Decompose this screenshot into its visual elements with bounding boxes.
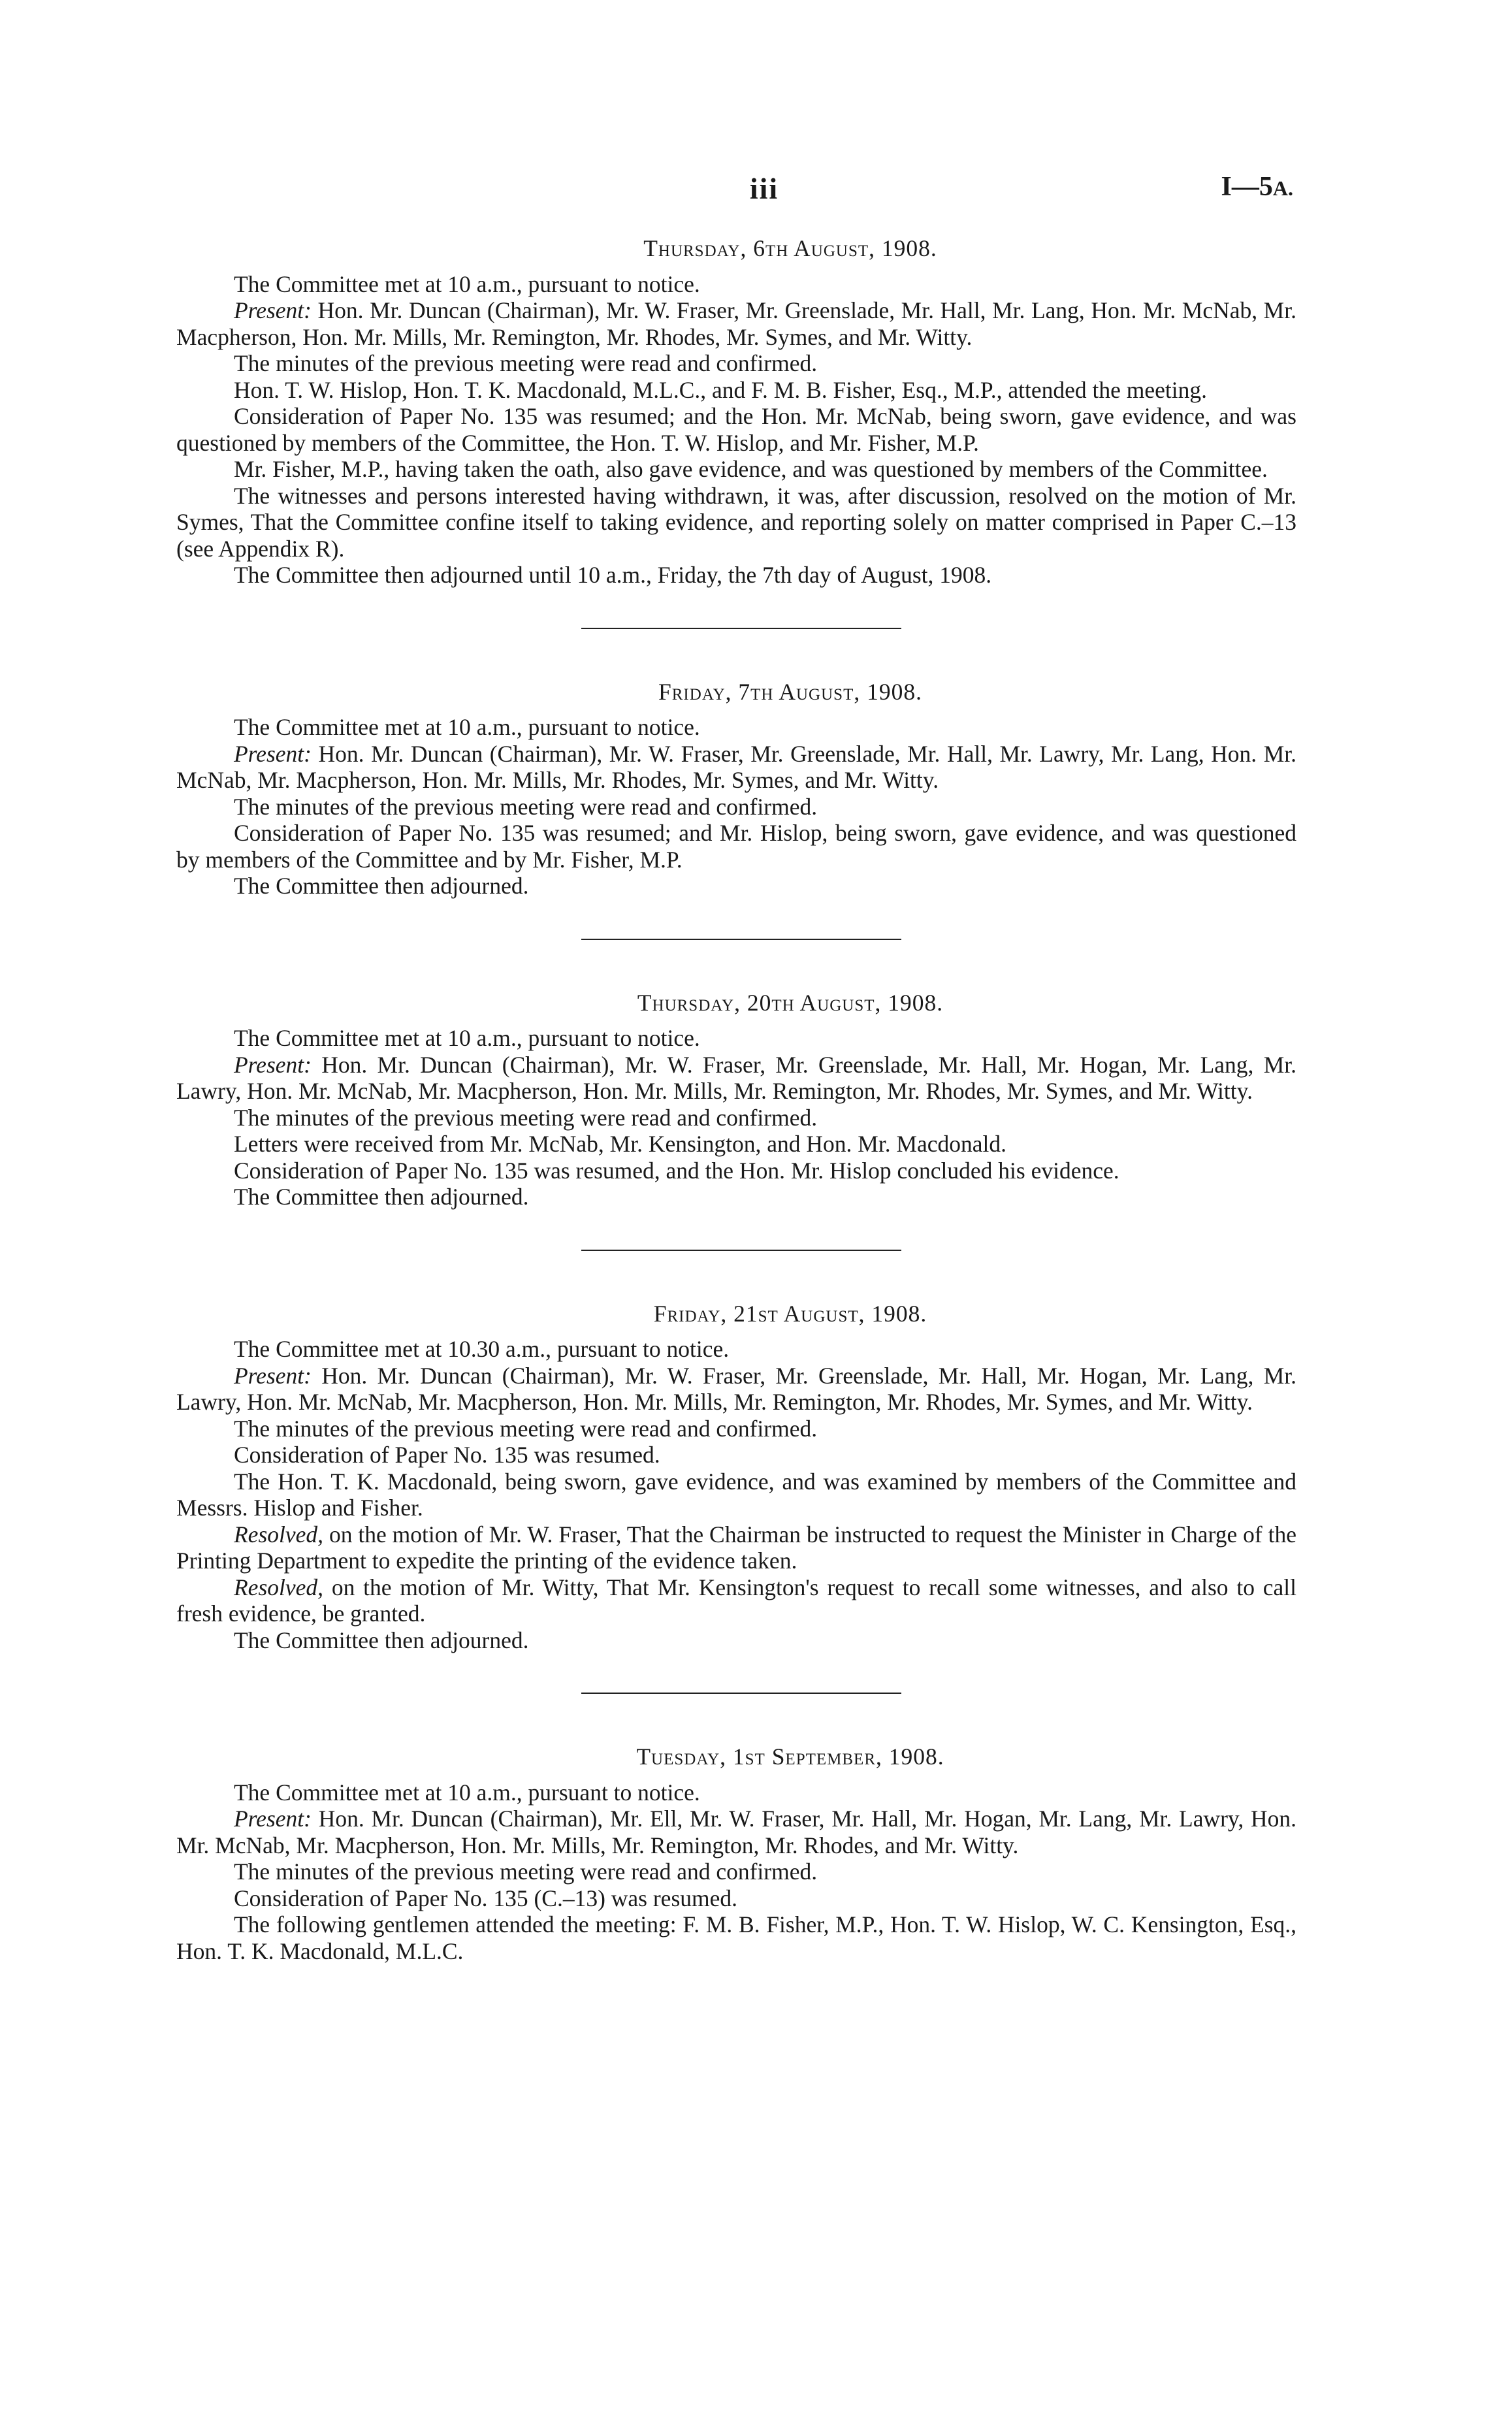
minutes-paragraph: [176, 1442, 1296, 1468]
paragraph-text: The minutes of the previous meeting were read and confirmed.: [234, 793, 818, 820]
minutes-paragraph: [176, 1627, 1296, 1654]
paragraph-text: Consideration of Paper No. 135 was resumed; and the Hon. Mr. McNab, being sworn, gave evidence, and was questioned by members of the Committee, the Hon. T. W. Hislop, and Mr. Fisher, M.P.: [176, 403, 1296, 456]
paragraph-text: The Committee then adjourned.: [234, 1627, 529, 1653]
paragraph-text: The Committee met at 10.30 a.m., pursuant to notice.: [234, 1336, 730, 1362]
section-divider: [581, 1693, 901, 1694]
paragraph-text: The witnesses and persons interested having withdrawn, it was, after discussion, resolved on the motion of Mr. Symes, That the Committee confine itself to taking evidence, and reporting solely on matter comprised in Paper C.–13 (see Appendix R).: [176, 482, 1296, 562]
minutes-paragraph: [176, 1336, 1296, 1363]
minutes-paragraph: [176, 483, 1296, 562]
paragraph-text: Hon. Mr. Duncan (Chairman), Mr. W. Fraser, Mr. Greenslade, Mr. Hall, Mr. Hogan, Mr. Lang, Mr. Lawry, Hon. Mr. McNab, Mr. Macpherson, Hon. Mr. Mills, Mr. Remington, Mr. Rhodes, Mr. Symes, and Mr. Witty.: [176, 1051, 1296, 1104]
italic-lead: Present:: [234, 740, 312, 767]
meeting-date-heading: Tuesday, 1st September, 1908.: [636, 1743, 944, 1770]
minutes-paragraph: [176, 403, 1296, 456]
paragraph-text: Consideration of Paper No. 135 was resumed; and Mr. Hislop, being sworn, gave evidence, and was questioned by members of the Committee and by Mr. Fisher, M.P.: [176, 820, 1296, 873]
minutes-paragraph: [176, 820, 1296, 873]
minutes-paragraph: [176, 714, 1296, 741]
minutes-paragraph: [176, 1052, 1296, 1105]
paper-reference-main: I—5: [1221, 172, 1273, 202]
minutes-paragraph: [176, 1468, 1296, 1521]
paragraph-text: The minutes of the previous meeting were read and confirmed.: [234, 350, 818, 376]
page-number: iii: [749, 172, 779, 205]
paragraph-text: The minutes of the previous meeting were read and confirmed.: [234, 1104, 818, 1131]
paper-reference-suffix: A.: [1272, 176, 1293, 200]
paragraph-text: The Committee met at 10 a.m., pursuant to notice.: [234, 1779, 700, 1806]
minutes-paragraph: [176, 1105, 1296, 1131]
minutes-paragraph: [176, 271, 1296, 298]
meeting-entry: [176, 990, 1296, 1210]
paragraph-text: The Committee then adjourned until 10 a.m., Friday, the 7th day of August, 1908.: [234, 562, 992, 588]
minutes-paragraph: [176, 297, 1296, 350]
minutes-paragraph: [176, 873, 1296, 900]
italic-lead: Present:: [234, 1051, 312, 1078]
paragraph-text: The minutes of the previous meeting were read and confirmed.: [234, 1415, 818, 1442]
minutes-paragraph: [176, 1521, 1296, 1574]
italic-lead: Present:: [234, 297, 312, 323]
meeting-entry: [176, 679, 1296, 900]
paragraph-text: Hon. Mr. Duncan (Chairman), Mr. W. Fraser, Mr. Greenslade, Mr. Hall, Mr. Hogan, Mr. Lang, Mr. Lawry, Hon. Mr. McNab, Mr. Macpherson, Hon. Mr. Mills, Mr. Remington, Mr. Rhodes, Mr. Symes, and Mr. Witty.: [176, 1362, 1296, 1415]
paragraph-text: on the motion of Mr. Witty, That Mr. Kensington's request to recall some witnesses, and also to call fresh evidence, be granted.: [176, 1574, 1296, 1627]
minutes-body: [176, 235, 1296, 1964]
minutes-paragraph: [176, 1416, 1296, 1442]
paragraph-text: Hon. Mr. Duncan (Chairman), Mr. W. Fraser, Mr. Greenslade, Mr. Hall, Mr. Lang, Hon. Mr. McNab, Mr. Macpherson, Hon. Mr. Mills, Mr. Remington, Mr. Rhodes, Mr. Symes, and Mr. Witty.: [176, 297, 1296, 350]
minutes-paragraph: [176, 562, 1296, 589]
minutes-paragraph: [176, 1184, 1296, 1210]
minutes-paragraph: [176, 794, 1296, 820]
minutes-paragraph: [176, 1025, 1296, 1052]
meeting-date-heading: Friday, 21st August, 1908.: [653, 1300, 927, 1327]
paragraph-text: Mr. Fisher, M.P., having taken the oath, also gave evidence, and was questioned by members of the Committee.: [234, 456, 1268, 482]
minutes-paragraph: [176, 1131, 1296, 1158]
italic-lead: Resolved,: [234, 1521, 324, 1548]
minutes-paragraph: [176, 741, 1296, 794]
meeting-entry: [176, 235, 1296, 589]
minutes-paragraph: [176, 1911, 1296, 1964]
paragraph-text: Hon. Mr. Duncan (Chairman), Mr. W. Fraser, Mr. Greenslade, Mr. Hall, Mr. Lawry, Mr. Lang, Hon. Mr. McNab, Mr. Macpherson, Hon. Mr. Mills, Mr. Rhodes, Mr. Symes, and Mr. Witty.: [176, 740, 1296, 793]
meeting-date-heading: Thursday, 20th August, 1908.: [637, 989, 944, 1016]
minutes-paragraph: [176, 1885, 1296, 1912]
minutes-paragraph: [176, 1363, 1296, 1416]
meeting-date-heading: Friday, 7th August, 1908.: [658, 678, 922, 705]
minutes-paragraph: [176, 456, 1296, 483]
section-divider: [581, 1250, 901, 1251]
paragraph-text: Hon. T. W. Hislop, Hon. T. K. Macdonald, M.L.C., and F. M. B. Fisher, Esq., M.P., attended the meeting.: [234, 376, 1207, 403]
meeting-entry: [176, 1743, 1296, 1964]
paragraph-text: The Committee met at 10 a.m., pursuant to notice.: [234, 270, 700, 297]
minutes-paragraph: [176, 1806, 1296, 1858]
minutes-paragraph: [176, 1574, 1296, 1627]
paragraph-text: The Hon. T. K. Macdonald, being sworn, gave evidence, and was examined by members of the Committee and Messrs. Hislop and Fisher.: [176, 1468, 1296, 1521]
minutes-paragraph: [176, 1779, 1296, 1806]
minutes-paragraph: [176, 1158, 1296, 1184]
paragraph-text: Consideration of Paper No. 135 was resumed, and the Hon. Mr. Hislop concluded his evidence.: [234, 1157, 1119, 1184]
italic-lead: Present:: [234, 1806, 312, 1832]
paragraph-text: Hon. Mr. Duncan (Chairman), Mr. Ell, Mr. W. Fraser, Mr. Hall, Mr. Hogan, Mr. Lang, Mr. Lawry, Hon. Mr. McNab, Mr. Macpherson, Hon. Mr. Mills, Mr. Remington, Mr. Rhodes, and Mr. Witty.: [176, 1806, 1296, 1858]
paragraph-text: The following gentlemen attended the meeting: F. M. B. Fisher, M.P., Hon. T. W. Hislop, W. C. Kensington, Esq., Hon. T. K. Macdonald, M.L.C.: [176, 1911, 1296, 1964]
meeting-date-heading: Thursday, 6th August, 1908.: [643, 235, 937, 261]
paragraph-text: on the motion of Mr. W. Fraser, That the Chairman be instructed to request the Minister in Charge of the Printing Department to expedite the printing of the evidence taken.: [176, 1521, 1296, 1574]
paragraph-text: The Committee then adjourned.: [234, 1184, 529, 1210]
italic-lead: Present:: [234, 1362, 312, 1389]
section-divider: [581, 628, 901, 629]
paragraph-text: The Committee then adjourned.: [234, 873, 529, 899]
paragraph-text: Consideration of Paper No. 135 was resumed.: [234, 1442, 660, 1468]
paragraph-text: The minutes of the previous meeting were read and confirmed.: [234, 1858, 818, 1885]
paragraph-text: Letters were received from Mr. McNab, Mr. Kensington, and Hon. Mr. Macdonald.: [234, 1131, 1007, 1157]
minutes-paragraph: [176, 377, 1296, 404]
paragraph-text: The Committee met at 10 a.m., pursuant to notice.: [234, 1025, 700, 1051]
italic-lead: Resolved,: [234, 1574, 324, 1600]
paragraph-text: The Committee met at 10 a.m., pursuant to notice.: [234, 714, 700, 740]
meeting-entry: [176, 1301, 1296, 1654]
minutes-paragraph: [176, 1858, 1296, 1885]
minutes-paragraph: [176, 350, 1296, 377]
paper-reference: [1202, 171, 1293, 203]
section-divider: [581, 939, 901, 940]
paragraph-text: Consideration of Paper No. 135 (C.–13) was resumed.: [234, 1885, 737, 1911]
